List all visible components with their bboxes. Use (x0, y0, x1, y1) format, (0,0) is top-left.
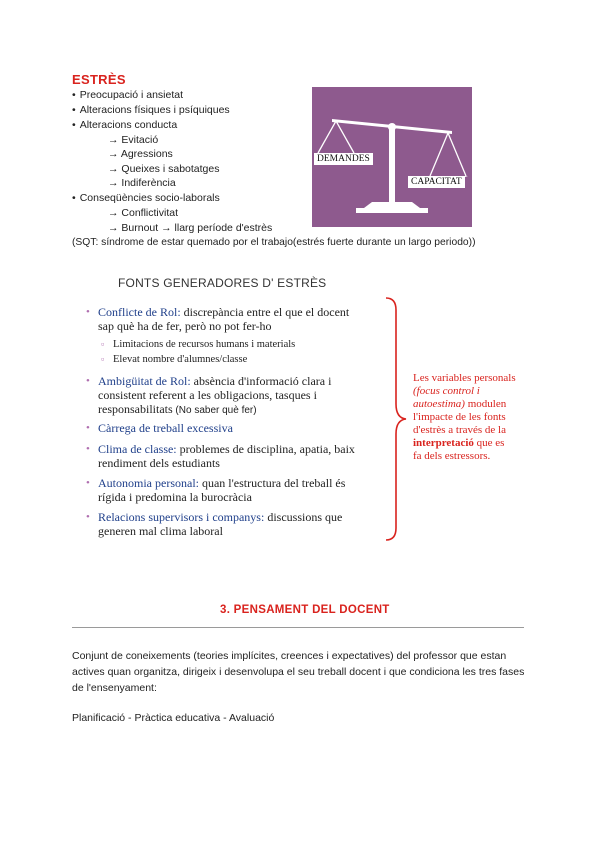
stress-item-socio: • Conseqüències socio-laborals (72, 191, 220, 205)
sources-title: FONTS GENERADORES D' ESTRÈS (118, 276, 327, 290)
conduct-sub-avoidance: → Evitació (108, 134, 159, 146)
conduct-sub-complaints: → Queixes i sabotatges (108, 163, 220, 175)
section3-title: 3. PENSAMENT DEL DOCENT (220, 604, 390, 616)
section3-divider (72, 627, 524, 628)
source-item-role-conflict: • Conflicte de Rol: discrepància entre el que el docent sap què ha de fer, però no pot fer-ho (86, 305, 350, 333)
source-item-role-ambiguity: • Ambigüitat de Rol: absència d'informació clara i consistent referent a les obligacions, tasques i responsabilitats (No saber què fer) (86, 374, 332, 416)
socio-sub-conflict: → Conflictivitat (108, 207, 179, 219)
source-item-autonomy: • Autonomia personal: quan l'estructura del treball és rígida i predomina la burocràcia (86, 476, 346, 504)
scale-label-demands: DEMANDES (314, 153, 373, 165)
scale-label-capacity: CAPACITAT (408, 176, 465, 188)
socio-sub-burnout: → Burnout → llarg període d'estrès (108, 222, 273, 234)
source-subitem-resources: ▫ Limitacions de recursos humans i materials (101, 339, 296, 350)
stress-item-physical: • Alteracions físiques i psíquiques (72, 103, 230, 117)
stress-title: ESTRÈS (72, 72, 126, 87)
source-subitem-students: ▫ Elevat nombre d'alumnes/classe (101, 354, 248, 365)
source-item-class-climate: • Clima de classe: problemes de disciplina, apatia, baix rendiment dels estudiants (86, 442, 355, 470)
personal-variables-note: Les variables personals (focus control i autoestima) modulen l'impacte de les fonts d'estrès a través de la interpretació que es fa dels estressors. (413, 372, 516, 462)
stress-item-anxiety: • Preocupació i ansietat (72, 88, 183, 102)
stress-item-conduct: • Alteracions conducta (72, 118, 177, 132)
sqt-note: (SQT: síndrome de estar quemado por el trabajo(estrés fuerte durante un largo periodo)) (72, 237, 476, 248)
curly-brace-icon (382, 296, 412, 542)
source-item-workload: • Càrrega de treball excessiva (86, 421, 233, 435)
section3-paragraph: Conjunt de coneixements (teories implícites, creences i expectatives) del professor que estan actives quan organitza, dirigeix i desenvolupa el seu treball docent i que condiciona les tres fases de l'ensenyament: (72, 650, 525, 694)
balance-scale-image (312, 87, 472, 227)
source-item-relations: • Relacions supervisors i companys: discussions que generen mal clima laboral (86, 510, 343, 538)
conduct-sub-aggression: → Agressions (108, 148, 173, 160)
teaching-phases: Planificació - Pràctica educativa - Avaluació (72, 712, 275, 724)
conduct-sub-indifference: → Indiferència (108, 177, 176, 189)
